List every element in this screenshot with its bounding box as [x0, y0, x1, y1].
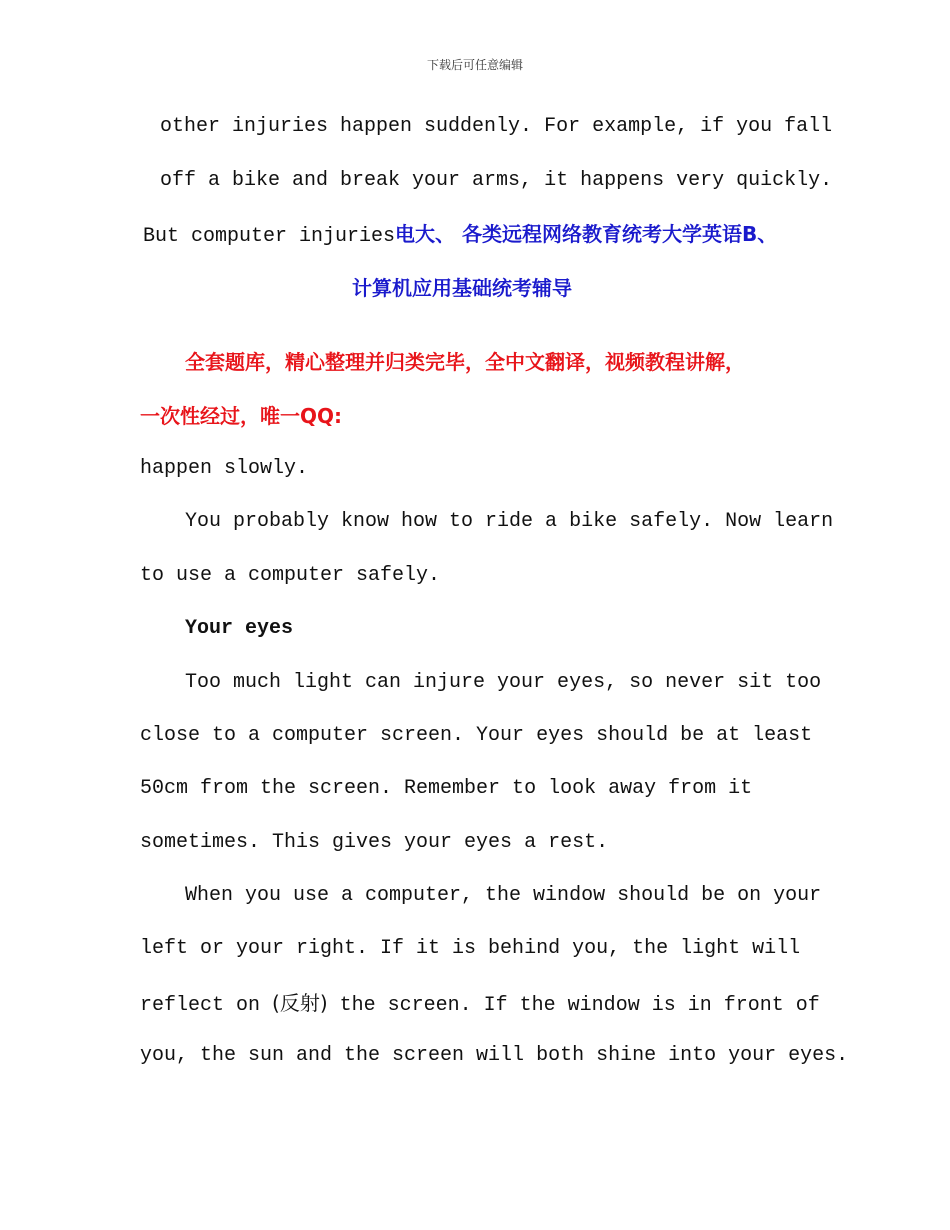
- text-line-mixed: [140, 991, 820, 1018]
- ad-text-red: 全套题库，精心整理并归类完毕，全中文翻译，视频教程讲解，: [185, 350, 745, 374]
- text-line: sometimes. This gives your eyes a rest.: [140, 831, 609, 854]
- text-line: to use a computer safely.: [140, 564, 441, 587]
- text-segment: But computer injuries: [143, 225, 396, 248]
- text-line: You probably know how to ride a bike safely. Now learn: [185, 510, 834, 533]
- text-line: happen slowly.: [140, 457, 309, 480]
- ad-text-blue: 电大、 各类远程网络教育统考大学英语B、: [395, 222, 778, 246]
- page-header: 下载后可任意编辑: [426, 58, 523, 72]
- ad-line-red: [185, 350, 745, 377]
- text-line: you, the sun and the screen will both shine into your eyes.: [140, 1044, 849, 1067]
- text-line: 50cm from the screen. Remember to look away from it: [140, 777, 753, 800]
- ad-line-red: [140, 404, 342, 431]
- ad-line-blue: [352, 276, 572, 303]
- text-segment: the screen. If the window is in front of: [327, 994, 820, 1017]
- text-line-mixed: [143, 222, 777, 249]
- text-line: off a bike and break your arms, it happens very quickly.: [160, 169, 833, 192]
- text-line: When you use a computer, the window should be on your: [185, 884, 822, 907]
- ad-text-blue: 计算机应用基础统考辅导: [352, 276, 572, 300]
- text-line: Too much light can injure your eyes, so never sit too: [185, 671, 822, 694]
- text-segment: reflect on: [140, 994, 273, 1017]
- text-line: close to a computer screen. Your eyes should be at least: [140, 724, 813, 747]
- ad-text-red: 一次性经过，唯一QQ:: [140, 404, 343, 428]
- text-segment-cjk: (反射): [272, 991, 328, 1015]
- section-heading: Your eyes: [185, 617, 294, 640]
- text-line: other injuries happen suddenly. For example, if you fall: [160, 115, 833, 138]
- text-line: left or your right. If it is behind you, the light will: [140, 937, 801, 960]
